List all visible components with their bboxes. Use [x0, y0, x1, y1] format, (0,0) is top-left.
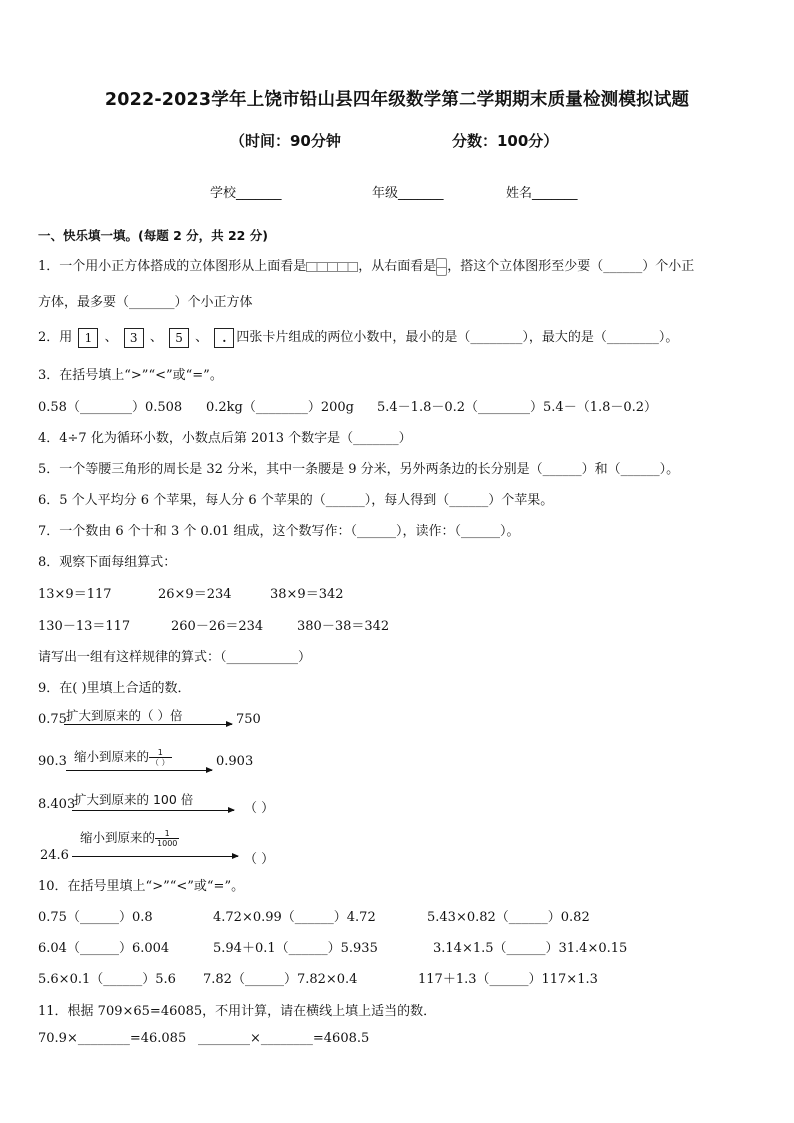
question-8: 8．观察下面每组算式： — [38, 555, 177, 570]
top-view-icon — [306, 262, 358, 272]
question-9: 9．在( )里填上合适的数． — [38, 681, 191, 696]
q8-ask: 请写出一组有这样规律的算式：（___________） — [38, 650, 312, 665]
q2-prefix: 2．用 — [38, 330, 73, 345]
q10-item: 117＋1.3（______）117×1.3 — [418, 972, 598, 987]
q3-item: 5.4－1.8－0.2（________）5.4－（1.8－0.2） — [377, 400, 658, 415]
equation: 26×9＝234 — [158, 587, 232, 602]
q1-part2: ，从右面看是 — [358, 259, 437, 274]
decimal-point-card: . — [214, 328, 234, 348]
fraction — [149, 748, 172, 767]
question-1-line2: 方体，最多要（_______）个小正方体 — [38, 295, 253, 310]
arrow-icon — [66, 770, 212, 771]
q10-item: 5.6×0.1（______）5.6 — [38, 972, 176, 987]
equation: 13×9＝117 — [38, 587, 112, 602]
q10-item: 5.94＋0.1（______）5.935 — [213, 941, 378, 956]
q9-r2-right: 0.903 — [216, 754, 254, 769]
question-5: 5．一个等腰三角形的周长是 32 分米，其中一条腰是 9 分米，另外两条边的长分别是（______）和（______）。 — [38, 462, 680, 477]
q2-suffix: 四张卡片组成的两位小数中，最小的是（________），最大的是（________）。 — [236, 330, 679, 345]
question-7: 7．一个数由 6 个十和 3 个 0.01 组成，这个数写作：（______），读作：（______）。 — [38, 524, 520, 539]
q9-r1-right: 750 — [236, 712, 261, 727]
equation: 38×9＝342 — [270, 587, 344, 602]
question-10: 10．在括号里填上“>”“<”或“=”。 — [38, 879, 245, 894]
fraction-numerator: 1 — [155, 829, 179, 839]
q10-item: 3.14×1.5（______）31.4×0.15 — [433, 941, 628, 956]
q1-part1: 1．一个用小正方体搭成的立体图形从上面看是 — [38, 259, 307, 274]
q9-r4-label — [80, 828, 179, 848]
q11-item: ________×________=4608.5 — [198, 1031, 370, 1046]
separator: 、 — [195, 330, 209, 345]
question-1 — [38, 255, 694, 276]
page-title: 2022-2023学年上饶市铅山县四年级数学第二学期期末质量检测模拟试题 — [104, 90, 690, 110]
exam-score: 分数：100分） — [452, 132, 559, 150]
q10-item: 5.43×0.82（______）0.82 — [427, 910, 590, 925]
q9-r1-label: 扩大到原来的（ ）倍 — [66, 708, 183, 723]
section-heading: 一、快乐填一填。(每题 2 分，共 22 分) — [38, 228, 268, 243]
number-card-5: 5 — [169, 328, 189, 348]
q9-r2-text: 缩小到原来的 — [74, 749, 150, 764]
q1-part3: ，搭这个立体图形至少要（______）个小正 — [447, 259, 695, 274]
school-field[interactable]: 学校_______ — [210, 186, 282, 201]
question-4: 4．4÷7 化为循环小数，小数点后第 2013 个数字是（_______） — [38, 431, 412, 446]
question-2 — [38, 326, 678, 348]
equation: 260－26＝234 — [171, 619, 264, 634]
separator: 、 — [149, 330, 163, 345]
q9-r4-text: 缩小到原来的 — [80, 830, 156, 845]
q9-r3-right: （ ） — [244, 801, 275, 816]
q10-item: 7.82（______）7.82×0.4 — [203, 972, 358, 987]
q9-r2-left: 90.3 — [38, 754, 67, 769]
equation: 380－38＝342 — [297, 619, 390, 634]
q9-r4-left: 24.6 — [40, 848, 69, 863]
fraction-denominator: 1000 — [157, 839, 178, 848]
separator: 、 — [104, 330, 118, 345]
q3-item: 0.58（________）0.508 — [38, 400, 183, 415]
q9-r1-left: 0.75 — [38, 712, 67, 727]
fraction-numerator: 1 — [149, 748, 172, 758]
question-11: 11．根据 709×65=46085，不用计算，请在横线上填上适当的数． — [38, 1004, 437, 1019]
arrow-icon — [72, 856, 238, 857]
q9-r3-left: 8.403 — [38, 797, 76, 812]
question-3: 3．在括号填上“>”“<”或“=”。 — [38, 368, 223, 383]
right-view-icon — [436, 258, 447, 276]
q10-item: 0.75（______）0.8 — [38, 910, 153, 925]
arrow-icon — [72, 810, 234, 811]
q9-r3-label: 扩大到原来的 100 倍 — [74, 792, 194, 807]
name-field[interactable]: 姓名_______ — [506, 186, 578, 201]
equation: 130－13＝117 — [38, 619, 131, 634]
q10-item: 6.04（______）6.004 — [38, 941, 170, 956]
arrow-icon — [64, 724, 232, 725]
q9-r4-right: （ ） — [244, 852, 275, 867]
q9-r2-label — [74, 747, 172, 767]
number-card-3: 3 — [124, 328, 144, 348]
fraction — [155, 829, 179, 848]
fraction-denominator: （ ） — [151, 758, 170, 767]
grade-field[interactable]: 年级_______ — [372, 186, 444, 201]
exam-time: （时间：90分钟 — [230, 132, 341, 150]
q11-item: 70.9×________=46.085 — [38, 1031, 187, 1046]
question-6: 6．5 个人平均分 6 个苹果，每人分 6 个苹果的（______），每人得到（______）个苹果。 — [38, 493, 554, 508]
q3-item: 0.2kg（________）200g — [206, 400, 355, 415]
q10-item: 4.72×0.99（______）4.72 — [213, 910, 376, 925]
number-card-1: 1 — [78, 328, 98, 348]
